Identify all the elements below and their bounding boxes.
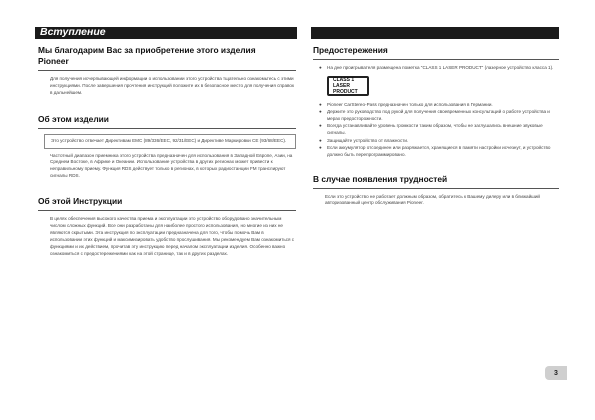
trouble-text: Если это устройство не работает должным образом, обратитесь к Вашему дилеру или в ближайший авторизованный центр обслуживания Pioneer. [325,193,540,206]
heading-rule [313,188,559,189]
heading-precautions: Предостережения [313,45,388,55]
list-item: ● Pioneer CarStereo-Pass предназначен только для использования в Германии. [319,101,493,107]
class1-laser-logo: CLASS 1 LASER PRODUCT [327,76,369,96]
about-product-text: Частотный диапазон приемника этого устройства предназначен для использования в Западной Европе, Азии, на Среднем Востоке, в Африке и Океании. Использование устройства в других регионах может привести к неправильному приему. Функция RDS действует только в регионах, в которых радиостанции FM транслируют сигналы RDS. [50,152,293,179]
list-item: ● Защищайте устройство от влажности. [319,137,409,143]
section-title-introduction: Вступление [40,26,106,38]
thanks-text: Для получения исчерпывающей информации о использовании этого устройства тщательно ознакомьтесь с этими инструкциями. После завершения прочтения инструкций положите их в безопасное место для получения справок в дальнейшем. [50,76,294,95]
about-manual-text: В целях обеспечения высокого качества приема и эксплуатации это устройство оборудовано значительным числом сложных функций. Все они разработаны для наиболее простого использования, но многие из них не являются скрытыми. Эта инструкция по эксплуатации предназначена для того, чтобы помочь Вам в использовании этих функций и максимизировать удобство прослушивания. Мы рекомендуем Вам ознакомиться с функциями и их действием, прочитав эту инструкцию перед началом эксплуатации изделия. Особенно важно ознакомиться с предостережениями как на этой странице, так и в других разделах. [50,216,295,256]
section-band-introduction [35,27,297,39]
right-column [313,45,559,207]
bullet-icon: ● [319,123,322,129]
list-item: ● Всегда устанавливайте уровень громкости таким образом, чтобы не заглушались внешние звуковые сигналы. [319,123,543,136]
heading-rule [38,128,296,129]
list-item: ● Держите это руководство под рукой для получения своевременных консультаций о работе устройства и мерах предосторожности. [319,109,550,121]
heading-rule [313,59,559,60]
section-band-right [311,27,559,39]
bullet-icon: ● [319,65,322,70]
heading-rule [38,70,296,71]
heading-about-manual: Об этой Инструкции [38,196,123,207]
heading-trouble: В случае появления трудностей [313,173,448,184]
precautions-list [313,65,559,72]
bullet-icon: ● [319,101,322,107]
heading-about-product: Об этом изделии [38,113,109,124]
list-item: ● Если аккумулятор отсоединен или разряжается, хранящиеся в памяти настройки исчезнут, и устройство должно быть перепрограммировано. [319,144,551,157]
left-column [38,45,296,258]
list-item: ● На дне проигрывателя размещена пометка "CLASS 1 LASER PRODUCT" (лазерное устройство класса 1). [319,65,554,70]
compliance-box: Это устройство отвечает Директивам EMC (89/336/EEC, 92/31/EEC) и Директиве Маркировки CE (93/68/EEC). [44,134,296,149]
bullet-icon: ● [319,109,322,115]
page-number: 3 [545,366,567,380]
bullet-icon: ● [319,144,322,150]
bullet-icon: ● [319,137,322,143]
heading-rule [38,210,296,211]
heading-thanks: Мы благодарим Вас за приобретение этого изделия Pioneer [38,45,256,66]
precautions-list-2 [313,102,559,159]
